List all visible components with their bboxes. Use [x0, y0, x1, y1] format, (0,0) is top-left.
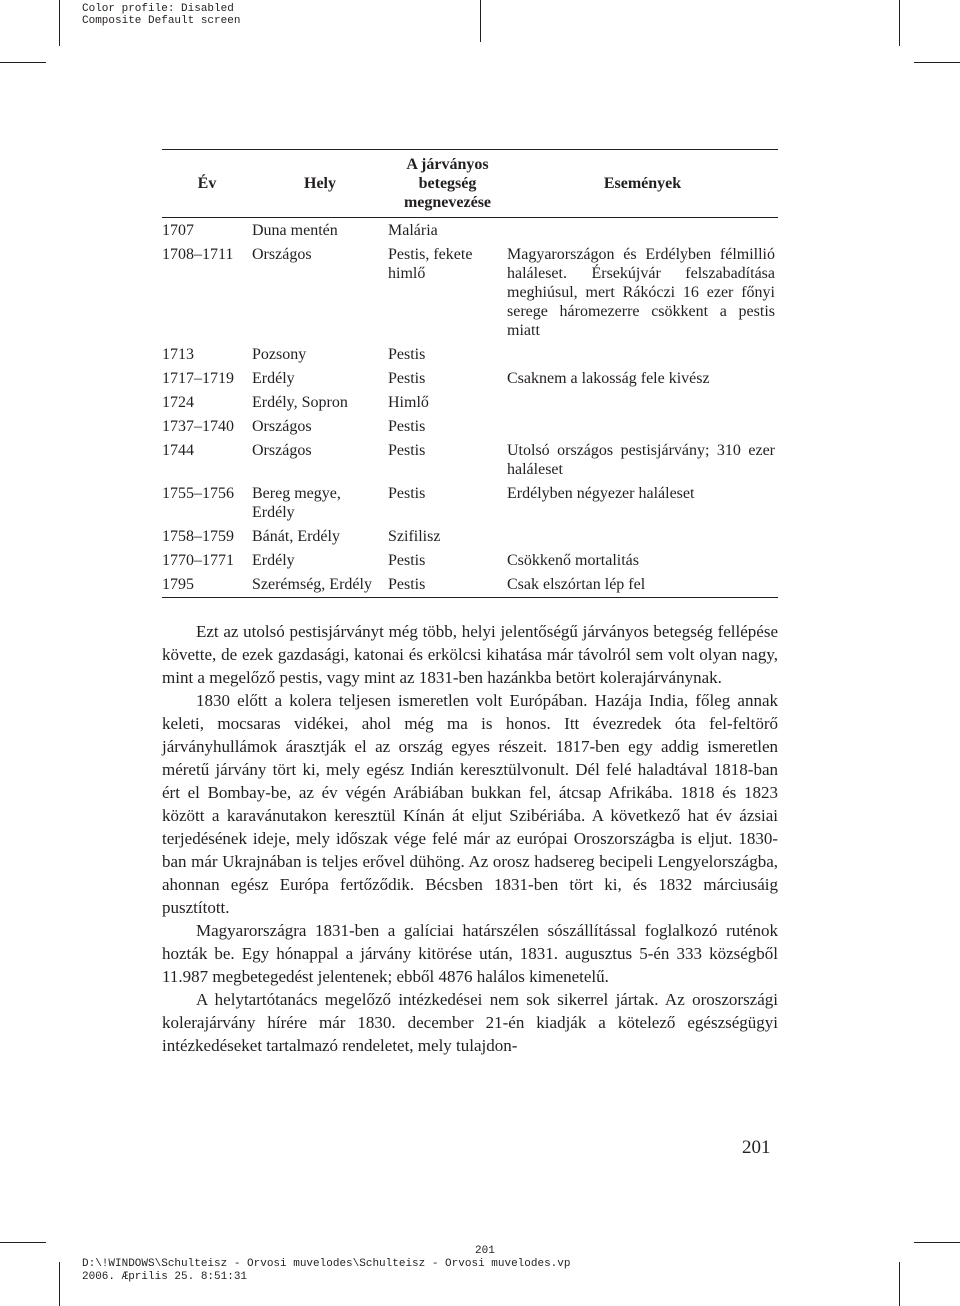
cell-disease: Pestis	[388, 552, 426, 569]
cell-events: Csökkenő mortalitás	[507, 552, 639, 569]
cell-place: Bánát, Erdély	[252, 528, 340, 545]
cell-year: 1758–1759	[162, 528, 234, 545]
cell-events: Erdélyben négyezer haláleset	[507, 485, 695, 502]
table-row	[162, 391, 778, 415]
crop-mark	[59, 1262, 60, 1306]
table-row	[162, 218, 778, 244]
cell-disease: Pestis	[388, 485, 426, 502]
cell-events	[507, 343, 778, 367]
cell-year: 1737–1740	[162, 418, 234, 435]
table-row	[162, 243, 778, 343]
cell-disease: Pestis	[388, 370, 426, 387]
cell-disease: Himlő	[388, 394, 429, 411]
cell-events: Csaknem a lakosság fele kivész	[507, 370, 710, 387]
footer-page: 201	[475, 1245, 495, 1257]
cell-events	[507, 525, 778, 549]
cell-place: Bereg megye, Erdély	[252, 485, 341, 521]
paragraph: Ezt az utolsó pestisjárványt még több, helyi jelentőségű járványos betegség fellépése követte, de ezek gazdasági, katonai és erkölcsi kihatása már távolról sem volt olyan nagy, mint a megelőző pestis, vagy mint az 1831-ben hazánkba betört kolerajárványnak.	[162, 622, 778, 687]
table-row	[162, 573, 778, 598]
crop-mark	[0, 62, 46, 63]
cell-place: Országos	[252, 442, 312, 459]
crop-mark	[914, 62, 960, 63]
cell-year: 1744	[162, 442, 194, 459]
footer-date: 2006. Æprilis 25. 8:51:31	[82, 1271, 248, 1283]
cell-year: 1713	[162, 346, 194, 363]
table-row	[162, 549, 778, 573]
table-row	[162, 482, 778, 525]
cell-place: Országos	[252, 246, 312, 263]
paragraph: A helytartótanács megelőző intézkedései nem sok sikerrel jártak. Az oroszországi kolerajárvány hírére már 1830. december 21-én kiadják a kötelező egészségügyi intézkedéseket tartalmazó rendeletet, mely tulajdon-	[162, 990, 778, 1055]
header-disease: A járványos betegség megnevezése	[388, 150, 507, 218]
cell-place: Erdély	[252, 370, 295, 387]
paragraph: 1830 előtt a kolera teljesen ismeretlen volt Európában. Hazája India, főleg annak keleti, mocsaras vidékei, ahol még ma is honos. Itt évezredek óta fel-feltörő járványhullámok árasztják el az ország egyes részeit. 1817-ben egy addig ismeretlen méretű járvány tört ki, mely egész Indián keresztülvonult. Dél felé haladtával 1818-ban ért el Bombay-be, az év végén Arábiában bukkan fel, átcsap Afrikába. 1818 és 1823 között a karavánutakon keresztül Kínán át eljut Szibériába. A következő hat év ázsiai terjedésének ideje, mely időszak vége felé már az európai Oroszországba is eljut. 1830-ban már Ukrajnában is teljes erővel dühöng. Az orosz hadsereg becipeli Lengyelországba, ahonnan egész Európa fertőződik. Bécsben 1831-ben tört ki, és 1832 márciusáig pusztított.	[162, 691, 778, 917]
cell-disease: Pestis	[388, 418, 426, 435]
crop-mark	[0, 1242, 46, 1243]
header-year: Év	[162, 150, 252, 218]
table-header-row	[162, 150, 778, 218]
cell-year: 1770–1771	[162, 552, 234, 569]
cell-place: Erdély, Sopron	[252, 394, 348, 411]
cell-place: Duna mentén	[252, 222, 338, 239]
page-number: 201	[742, 1137, 771, 1158]
crop-mark	[899, 0, 900, 46]
cell-year: 1795	[162, 573, 252, 598]
table-row	[162, 415, 778, 439]
cell-disease: Malária	[388, 222, 438, 239]
cell-year: 1717–1719	[162, 370, 234, 387]
cell-events: Csak elszórtan lép fel	[507, 573, 778, 598]
cell-year: 1708–1711	[162, 246, 234, 263]
cell-disease: Pestis	[388, 442, 426, 459]
crop-mark	[59, 0, 60, 46]
composite-slug: Composite Default screen	[82, 15, 241, 27]
color-profile-slug: Color profile: Disabled	[82, 3, 234, 15]
footer-path: D:\!WINDOWS\Schulteisz - Orvosi muvelodes\Schulteisz - Orvosi muvelodes.vp	[82, 1258, 571, 1270]
cell-place: Országos	[252, 418, 312, 435]
cell-disease: Pestis	[388, 573, 507, 598]
cell-place: Erdély	[252, 552, 295, 569]
cell-place: Pozsony	[252, 346, 307, 363]
crop-mark	[899, 1262, 900, 1306]
cell-disease: Pestis	[388, 346, 426, 363]
cell-year: 1724	[162, 394, 194, 411]
epidemics-table	[162, 149, 778, 598]
cell-year: 1755–1756	[162, 485, 234, 502]
paragraph: Magyarországra 1831-ben a galíciai határszélen sószállítással foglalkozó ruténok hozták be. Egy hónappal a járvány kitörése után, 1831. augusztus 5-én 333 községből 11.987 megbetegedést jelentenek; ebből 4876 halálos kimenetelű.	[162, 921, 778, 986]
registration-mark	[480, 0, 481, 42]
cell-events	[507, 415, 778, 439]
cell-events: Utolsó országos pestisjárvány; 310 ezer haláleset	[507, 442, 775, 478]
table-row	[162, 439, 778, 482]
cell-events	[507, 391, 778, 415]
cell-disease: Pestis, fekete himlő	[388, 246, 473, 282]
cell-events	[507, 218, 778, 244]
header-events: Események	[507, 150, 778, 218]
cell-year: 1707	[162, 222, 194, 239]
cell-place: Szerémség, Erdély	[252, 573, 388, 598]
table-row	[162, 343, 778, 367]
cell-events: Magyarországon és Erdélyben félmillió haláleset. Érsekújvár felszabadítása meghiúsul, mert Rákóczi 16 ezer főnyi serege háromezerre csökkent a pestis miatt	[507, 246, 775, 339]
crop-mark	[914, 1242, 960, 1243]
header-place: Hely	[252, 150, 388, 218]
table-row	[162, 367, 778, 391]
table-row	[162, 525, 778, 549]
body-text	[162, 620, 778, 1057]
cell-disease: Szifilisz	[388, 528, 441, 545]
